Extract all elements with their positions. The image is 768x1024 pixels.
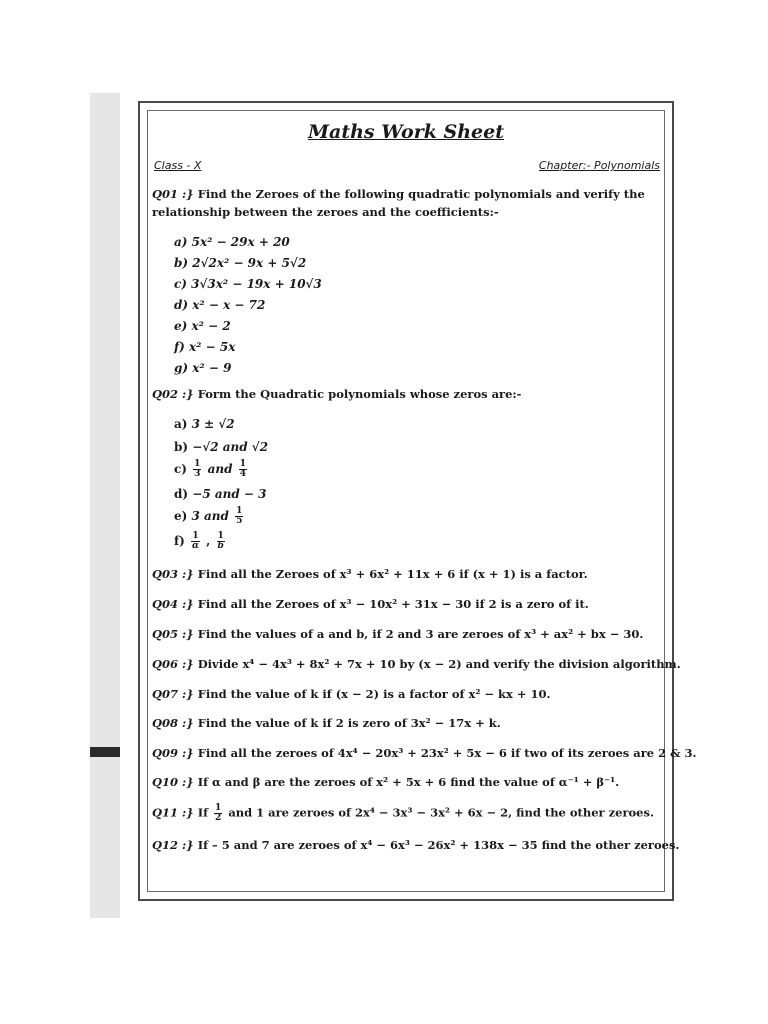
question-number: Q11 :}: [152, 805, 194, 820]
item-letter: e): [174, 509, 188, 523]
question-number: Q09 :}: [152, 746, 194, 760]
item-letter: c): [174, 277, 187, 291]
item-letter: d): [174, 298, 189, 312]
question-text: and 1 are zeroes of 2x⁴ − 3x³ − 3x² + 6x − 2, find the other zeroes.: [228, 805, 654, 820]
question-q06: [152, 657, 681, 671]
question-number: Q05 :}: [152, 627, 194, 641]
worksheet-title: Maths Work Sheet: [308, 121, 504, 143]
scan-edge-strip: [90, 93, 120, 918]
question-text: Find all the Zeroes of x³ + 6x² + 11x + 6 if (x + 1) is a factor.: [197, 567, 588, 581]
item-expression: −5 and − 3: [192, 487, 267, 501]
item-expression: x² − 2: [191, 319, 231, 333]
q02-item-d: [174, 487, 267, 501]
item-expression: x² − 9: [192, 361, 232, 375]
worksheet-page: [138, 101, 697, 901]
question-q12: [152, 838, 679, 852]
question-text: Find all the zeroes of 4x⁴ − 20x³ + 23x² + 5x − 6 if two of its zeroes are 2 & 3.: [197, 746, 697, 760]
question-text: Find the values of a and b, if 2 and 3 are zeroes of x³ + ax² + bx − 30.: [197, 627, 644, 641]
q01-item-d: [174, 298, 265, 312]
question-text: Find all the Zeroes of x³ − 10x² + 31x − 30 if 2 is a zero of it.: [197, 597, 589, 611]
question-text: Find the value of k if 2 is zero of 3x² − 17x + k.: [197, 716, 501, 730]
item-letter: a): [174, 235, 188, 249]
item-letter: f): [174, 340, 185, 354]
q01-item-c: [174, 277, 322, 291]
fraction-one-fifth: $\frac{1}{5}$: [236, 506, 243, 526]
item-letter: f): [174, 534, 185, 548]
chapter-label: Chapter:- Polynomials: [538, 159, 660, 172]
question-text: relationship between the zeroes and the coefficients:-: [152, 205, 499, 219]
q02-item-c: [174, 460, 249, 479]
item-letter: c): [174, 462, 187, 476]
question-text: If α and β are the zeroes of x² + 5x + 6 find the value of α⁻¹ + β⁻¹.: [197, 775, 620, 789]
question-q09: [152, 746, 697, 760]
q01-item-g: [174, 361, 231, 375]
question-q05: [152, 627, 643, 641]
question-number: Q01 :}: [152, 187, 194, 201]
item-letter: a): [174, 417, 188, 431]
item-expression: 3√3x² − 19x + 10√3: [191, 277, 322, 291]
question-q07: [152, 687, 550, 701]
fraction-one-over-alpha: $\frac{1}{\alpha}$: [192, 531, 199, 551]
item-letter: d): [174, 487, 189, 501]
question-text: If – 5 and 7 are zeroes of x⁴ − 6x³ − 26x² + 138x − 35 find the other zeroes.: [197, 838, 680, 852]
worksheet-inner-border: [147, 110, 697, 892]
q02-item-e: [174, 507, 245, 526]
question-q10: [152, 775, 619, 789]
question-number: Q03 :}: [152, 567, 194, 581]
item-expression: 2√2x² − 9x + 5√2: [192, 256, 307, 270]
q02-item-a: [174, 417, 235, 431]
question-text: Find the value of k if (x − 2) is a factor of x² − kx + 10.: [197, 687, 551, 701]
q02-item-b: [174, 440, 268, 454]
q01-item-e: [174, 319, 231, 333]
item-letter: e): [174, 319, 188, 333]
class-label: Class - X: [154, 159, 202, 172]
question-text: Divide x⁴ − 4x³ + 8x² + 7x + 10 by (x − 2) and verify the division algorithm.: [197, 657, 681, 671]
question-q01-continued: [152, 205, 499, 219]
item-expression: 3 ± √2: [191, 417, 235, 431]
scan-edge-mark: [90, 747, 120, 757]
question-q08: [152, 716, 501, 730]
fraction-one-fourth: $\frac{1}{4}$: [239, 459, 246, 479]
q01-item-b: [174, 256, 306, 270]
item-letter: g): [174, 361, 189, 375]
question-number: Q08 :}: [152, 716, 194, 730]
item-letter: b): [174, 440, 189, 454]
question-number: Q10 :}: [152, 775, 194, 789]
comma: ,: [206, 534, 211, 548]
question-text: Form the Quadratic polynomials whose zeros are:-: [197, 387, 522, 401]
question-q02: [152, 387, 521, 401]
item-expression: 5x² − 29x + 20: [191, 235, 290, 249]
item-expression: −√2 and √2: [192, 440, 269, 454]
q01-item-a: [174, 235, 290, 249]
question-q04: [152, 597, 589, 611]
item-expression: 3 and: [191, 509, 229, 523]
question-number: Q12 :}: [152, 838, 194, 852]
fraction-one-over-b: $\frac{1}{b}$: [217, 531, 224, 551]
item-expression: x² − 5x: [189, 340, 236, 354]
question-number: Q02 :}: [152, 387, 194, 401]
q02-item-f: [174, 532, 227, 551]
question-q03: [152, 567, 588, 581]
question-number: Q07 :}: [152, 687, 194, 701]
item-letter: b): [174, 256, 189, 270]
question-text: Find the Zeroes of the following quadratic polynomials and verify the: [197, 187, 645, 201]
q01-item-f: [174, 340, 235, 354]
question-number: Q06 :}: [152, 657, 194, 671]
question-number: Q04 :}: [152, 597, 194, 611]
fraction-one-half: $\frac{1}{2}$: [215, 803, 222, 823]
fraction-one-third: $\frac{1}{3}$: [194, 459, 201, 479]
item-expression: and: [207, 462, 233, 476]
item-expression: x² − x − 72: [192, 298, 266, 312]
question-text-prefix: If: [197, 805, 209, 820]
question-q01: [152, 187, 645, 201]
question-q11: [152, 804, 654, 823]
